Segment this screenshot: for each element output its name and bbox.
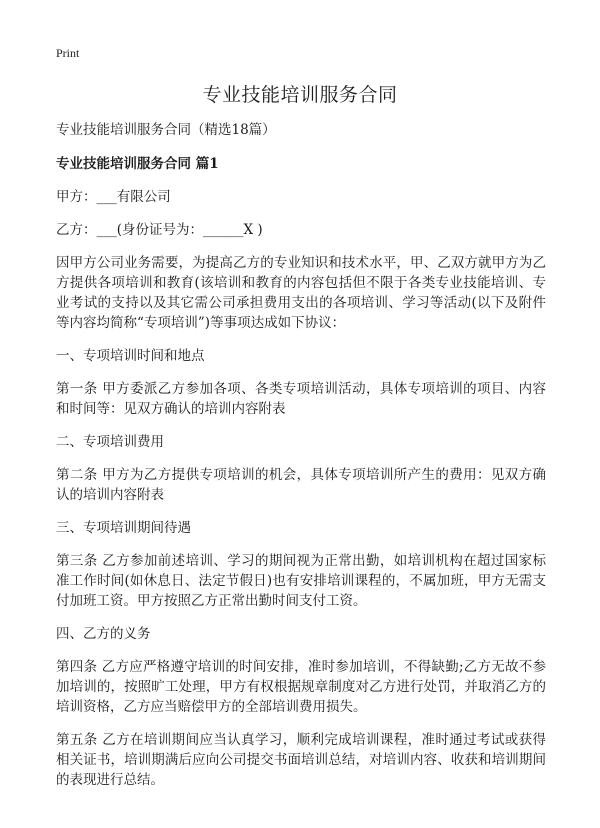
intro-paragraph: 因甲方公司业务需要，为提高乙方的专业知识和技术水平，甲、乙双方就甲方为乙方提供各项培训和教育(该培训和教育的内容包括但不限于各类专业技能培训、专业考试的支持以及其它需公司承担费用支出的各项培训、学习等活动(以下及附件等内容均简称“专项培训”)等事项达成如下协议： — [56, 255, 546, 331]
section-heading: 二、专项培训费用 — [56, 434, 164, 450]
section-heading: 四、乙方的义务 — [56, 626, 151, 642]
section-body: 第二条 甲方为乙方提供专项培训的机会，具体专项培训所产生的费用：见双方确认的培训内容附表 — [56, 467, 546, 503]
section-body: 第一条 甲方委派乙方参加各项、各类专项培训活动，具体专项培训的项目、内容和时间等：见双方确认的培训内容附表 — [56, 381, 546, 417]
print-link[interactable]: Print — [56, 46, 80, 60]
document-body — [56, 120, 546, 790]
document-subtitle: 专业技能培训服务合同（精选18篇） — [56, 122, 276, 138]
section-heading: 三、专项培训期间待遇 — [56, 520, 191, 536]
final-paragraph: 第五条 乙方在培训期间应当认真学习，顺利完成培训课程，准时通过考试或获得相关证书，培训期满后应向公司提交书面培训总结，对培训内容、收获和培训期间的表现进行总结。 — [56, 732, 546, 788]
section-body: 第三条 乙方参加前述培训、学习的期间视为正常出勤，如培训机构在超过国家标准工作时间(如休息日、法定节假日)也有安排培训课程的，不属加班，甲方无需支付加班工资。甲方按照乙方正常出勤时间支付工资。 — [56, 553, 546, 609]
section-heading: 一、专项培训时间和地点 — [56, 348, 205, 364]
document-title: 专业技能培训服务合同 — [202, 84, 398, 106]
section-body: 第四条 乙方应严格遵守培训的时间安排，准时参加培训，不得缺勤;乙方无故不参加培训的，按照旷工处理，甲方有权根据规章制度对乙方进行处罚，并取消乙方的培训资格，乙方应当赔偿甲方的全部培训费用损失。 — [56, 659, 546, 715]
article-heading: 专业技能培训服务合同 篇1 — [56, 156, 219, 172]
party-a-line: 甲方：___有限公司 — [56, 189, 171, 205]
party-b-line: 乙方：___(身份证号为：______X ) — [56, 222, 263, 238]
